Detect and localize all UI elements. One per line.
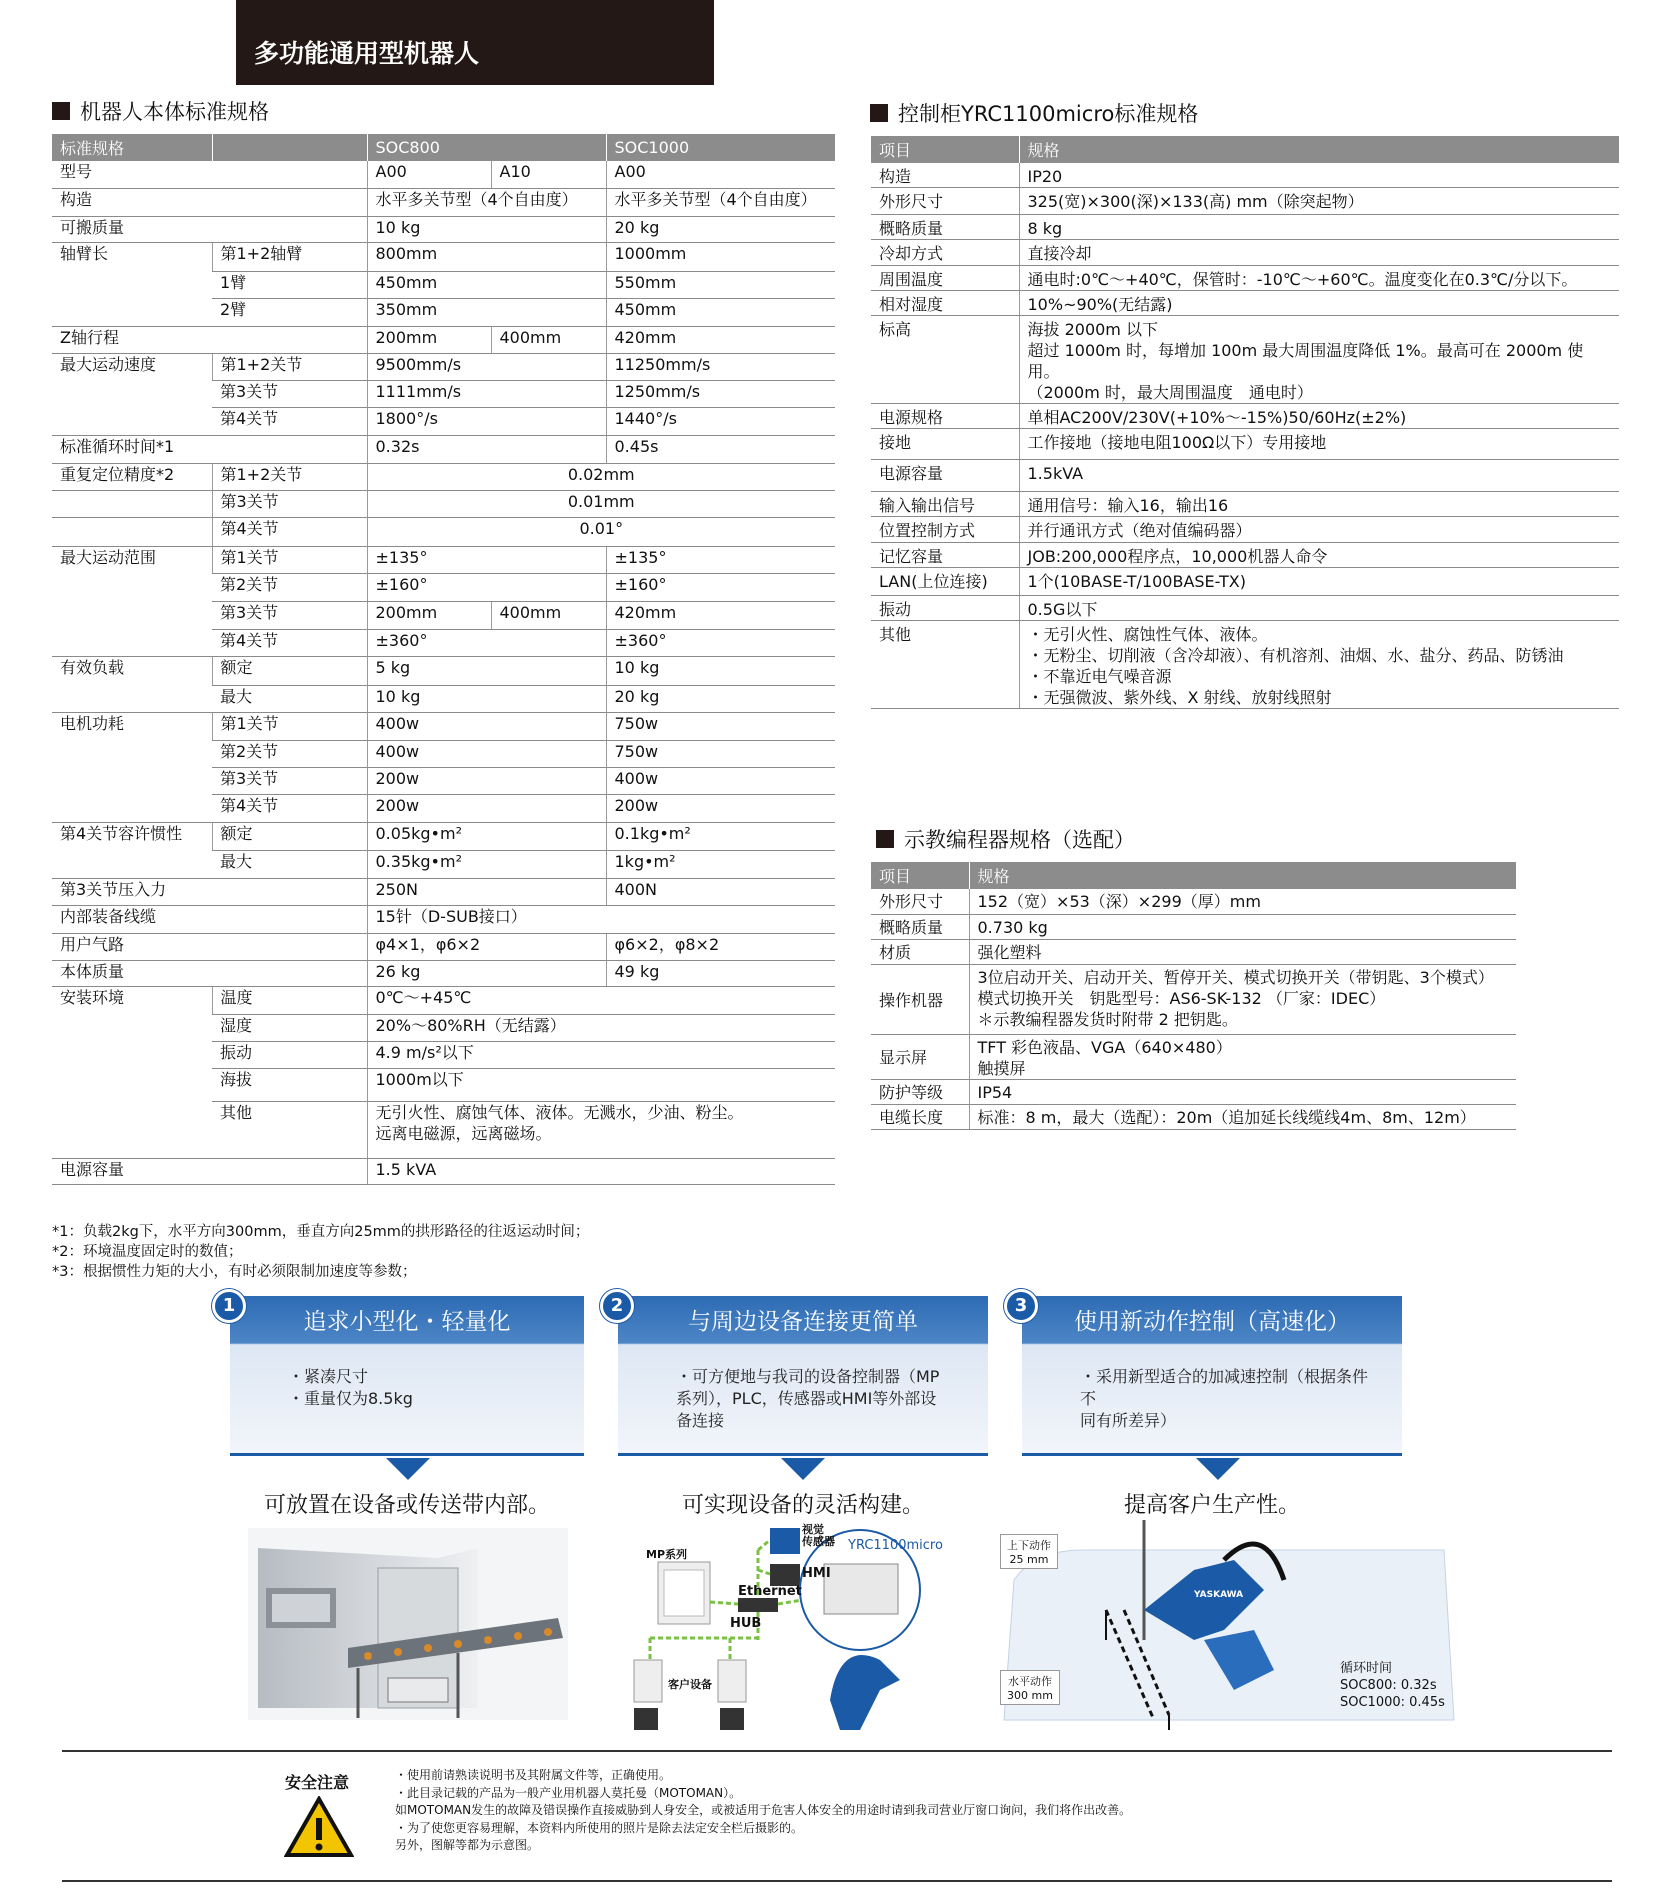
table-cell: 单相AC200V/230V(+10%～-15%)50/60Hz(±2%) — [1019, 404, 1619, 429]
table-cell: 450mm — [606, 298, 835, 326]
table-row — [52, 517, 835, 546]
table-cell: 200mm — [367, 326, 491, 353]
table-row — [52, 933, 835, 960]
table-cell: 无引火性、腐蚀气体、液体。无溅水，少油、粉尘。 远离电磁源，远离磁场。 — [367, 1101, 835, 1158]
table-cell: 有效负载 — [52, 656, 212, 712]
table-cell: 电源容量 — [871, 460, 1019, 492]
feature-caption-3: 提高客户生产性。 — [1123, 1493, 1300, 1518]
table-row — [871, 291, 1619, 316]
square-bullet-icon — [876, 830, 894, 848]
label-cycle-time: 循环时间 SOC800: 0.32s SOC1000: 0.45s — [1340, 1661, 1445, 1710]
table-cell: 0.35kg•m² — [367, 850, 606, 878]
table-cell: 10%~90%(无结露) — [1019, 291, 1619, 316]
table-cell: 相对湿度 — [871, 291, 1019, 316]
table-row — [871, 596, 1619, 621]
robot-header-soc1000: SOC1000 — [606, 134, 835, 161]
feature-title: 追求小型化・轻量化 — [303, 1309, 511, 1335]
footnote: *1：负载2kg下，水平方向300mm，垂直方向25mm的拱形路径的往返运动时间； — [52, 1224, 590, 1240]
table-cell: 0.05kg•m² — [367, 822, 606, 850]
table-cell: 49 kg — [606, 960, 835, 986]
table-cell: JOB:200,000程序点，10,000机器人命令 — [1019, 543, 1619, 568]
table-cell: φ6×2，φ8×2 — [606, 933, 835, 960]
table-cell: 标准循环时间*1 — [52, 435, 367, 463]
safety-text: ・使用前请熟读说明书及其附属文件等，正确使用。 ・此目录记载的产品为一般产业用机器人莫托曼（MOTOMAN）。 如MOTOMAN发生的故障及错误操作直接威胁到人身安全，或被适用于危害人体安全的用途时请到我司营业厅窗口询问，我们将作出改善。 ・为了使您更容易理解，本资料内所使用的照片是除去法定安全栏后摄影的。 另外，图解等都为示意图。 — [395, 1768, 1132, 1852]
table-cell: 标准：8 m，最大（选配）：20m（追加延长线缆线4m、8m、12m） — [969, 1104, 1516, 1129]
table-cell: 第2关节 — [212, 573, 367, 601]
label-customer-device: 客户设备 — [668, 1678, 712, 1691]
controller-spec-table — [871, 136, 1619, 709]
table-cell: 振动 — [871, 596, 1019, 621]
table-cell: 第1+2关节 — [212, 463, 367, 490]
feature-card-1 — [230, 1296, 584, 1456]
table-cell: 0.01° — [367, 517, 835, 546]
table-cell: 5 kg — [367, 656, 606, 685]
footnote: *3：根据惯性力矩的大小，有时必须限制加速度等参数； — [52, 1264, 417, 1280]
table-cell: 第3关节 — [212, 490, 367, 517]
table-cell: 第4关节 — [212, 407, 367, 435]
table-cell: 最大 — [212, 850, 367, 878]
table-cell: 325(宽)×300(深)×133(高) mm（除突起物） — [1019, 188, 1619, 215]
table-row — [52, 1158, 835, 1184]
table-cell: 550mm — [606, 271, 835, 298]
table-cell: ±135° — [367, 546, 606, 573]
table-cell: IP20 — [1019, 163, 1619, 188]
table-cell: LAN(上位连接) — [871, 568, 1019, 596]
table-row — [871, 429, 1619, 460]
table-cell: 0.1kg•m² — [606, 822, 835, 850]
table-cell: 10 kg — [606, 656, 835, 685]
safety-top-rule — [62, 1750, 1612, 1752]
table-cell: 其他 — [212, 1101, 367, 1158]
table-cell: 湿度 — [212, 1014, 367, 1041]
table-cell: 并行通讯方式（绝对值编码器） — [1019, 517, 1619, 543]
table-row — [52, 326, 835, 353]
table-cell: 400w — [367, 712, 606, 740]
label-controller: YRC1100micro — [848, 1538, 943, 1553]
table-cell: 电缆长度 — [871, 1104, 969, 1129]
table-cell: 3位启动开关、启动开关、暂停开关、模式切换开关（带钥匙、3个模式） 模式切换开关 钥匙型号：AS6-SK-132 （厂家：IDEC） ＊示教编程器发货时附带 2 把钥匙。 — [969, 964, 1516, 1034]
pendant-header-spec: 规格 — [969, 862, 1516, 889]
table-row — [871, 517, 1619, 543]
table-cell: 1111mm/s — [367, 380, 606, 407]
square-bullet-icon — [52, 102, 70, 120]
table-cell: Z轴行程 — [52, 326, 367, 353]
table-cell: 电机功耗 — [52, 712, 212, 822]
controller-section-title: 控制柜YRC1100micro标准规格 — [870, 98, 1198, 128]
table-cell: 防护等级 — [871, 1079, 969, 1104]
table-cell: 记忆容量 — [871, 543, 1019, 568]
feature-caption-2: 可实现设备的灵活构建。 — [681, 1493, 924, 1518]
table-row — [871, 460, 1619, 492]
pendant-header-item: 项目 — [871, 862, 969, 889]
table-row — [52, 216, 835, 242]
label-horizontal-motion: 水平动作 300 mm — [1000, 1670, 1060, 1705]
table-row — [52, 905, 835, 933]
table-cell: 400w — [367, 740, 606, 767]
robot-section-title: 机器人本体标准规格 — [52, 96, 269, 126]
table-cell: 750w — [606, 712, 835, 740]
table-cell: A00 — [606, 161, 835, 188]
feature-card-2 — [618, 1296, 988, 1456]
table-row — [52, 353, 835, 380]
table-row — [52, 960, 835, 986]
table-row — [871, 568, 1619, 596]
table-cell: 4.9 m/s²以下 — [367, 1041, 835, 1068]
table-row — [871, 1104, 1516, 1129]
table-cell: 0.01mm — [367, 490, 835, 517]
table-cell: 最大运动速度 — [52, 353, 212, 435]
table-row — [871, 939, 1516, 964]
table-row — [871, 163, 1619, 188]
table-row — [871, 889, 1516, 914]
table-row — [871, 492, 1619, 517]
pendant-spec-table — [871, 862, 1516, 1130]
table-cell: 200w — [367, 767, 606, 794]
table-cell: 第4关节 — [212, 517, 367, 546]
table-cell: 电源规格 — [871, 404, 1019, 429]
table-cell: 0.32s — [367, 435, 606, 463]
table-cell: 第4关节容许惯性 — [52, 822, 212, 878]
table-cell: 接地 — [871, 429, 1019, 460]
table-cell: TFT 彩色液晶、VGA（640×480） 触摸屏 — [969, 1034, 1516, 1079]
table-cell: 0℃～+45℃ — [367, 986, 835, 1014]
feature-number-3: 3 — [1004, 1289, 1038, 1323]
label-ethernet: Ethernet — [738, 1584, 802, 1599]
table-cell: 构造 — [52, 188, 367, 216]
feature-caption-1: 可放置在设备或传送带内部。 — [263, 1493, 550, 1518]
table-cell: 20 kg — [606, 216, 835, 242]
table-cell: φ4×1，φ6×2 — [367, 933, 606, 960]
table-cell: 最大 — [212, 685, 367, 712]
table-cell: IP54 — [969, 1079, 1516, 1104]
table-cell: 外形尺寸 — [871, 889, 969, 914]
table-cell: 26 kg — [367, 960, 606, 986]
conveyor-illustration — [248, 1528, 568, 1720]
table-cell: 0.02mm — [367, 463, 835, 490]
table-cell: ±135° — [606, 546, 835, 573]
table-cell: 1000m以下 — [367, 1068, 835, 1101]
robot-header-spec: 标准规格 — [52, 134, 212, 161]
table-cell: 第1+2轴臂 — [212, 242, 367, 271]
table-cell: 20%～80%RH（无结露） — [367, 1014, 835, 1041]
table-cell: 本体质量 — [52, 960, 367, 986]
table-row — [871, 240, 1619, 266]
warning-icon — [284, 1796, 354, 1858]
table-cell: 1440°/s — [606, 407, 835, 435]
robot-spec-table — [52, 134, 835, 1185]
ctrl-header-item: 项目 — [871, 136, 1019, 163]
down-arrow-icon — [386, 1458, 430, 1480]
table-cell: 420mm — [606, 326, 835, 353]
table-row — [52, 986, 835, 1014]
table-cell: 1.5 kVA — [367, 1158, 835, 1184]
table-row — [871, 964, 1516, 1034]
table-cell: 振动 — [212, 1041, 367, 1068]
table-cell: 152（宽）×53（深）×299（厚）mm — [969, 889, 1516, 914]
table-row — [871, 1079, 1516, 1104]
table-cell — [52, 517, 212, 546]
table-row — [871, 188, 1619, 215]
table-cell: 1kg•m² — [606, 850, 835, 878]
table-row — [52, 878, 835, 905]
label-brand: YASKAWA — [1194, 1590, 1244, 1600]
feature-number-1: 1 — [212, 1289, 246, 1323]
label-vertical-motion: 上下动作 25 mm — [1000, 1534, 1058, 1569]
table-cell: 400mm — [491, 326, 606, 353]
feature-title: 使用新动作控制（高速化） — [1074, 1309, 1350, 1335]
table-cell: 15针（D-SUB接口） — [367, 905, 835, 933]
table-cell: 420mm — [606, 601, 835, 629]
table-cell: 概略质量 — [871, 914, 969, 939]
table-cell: 第3关节压入力 — [52, 878, 367, 905]
table-cell: 标高 — [871, 316, 1019, 404]
table-cell: 轴臂长 — [52, 242, 212, 326]
table-cell: 强化塑料 — [969, 939, 1516, 964]
table-cell: 额定 — [212, 822, 367, 850]
table-cell: 第4关节 — [212, 629, 367, 656]
table-cell: 安装环境 — [52, 986, 212, 1158]
table-cell: 450mm — [367, 271, 606, 298]
label-vision-sensor: 视觉 传感器 — [802, 1523, 835, 1548]
safety-title: 安全注意 — [285, 1773, 350, 1792]
down-arrow-icon — [1196, 1458, 1240, 1480]
table-row — [52, 463, 835, 490]
table-cell: ・无引火性、腐蚀性气体、液体。 ・无粉尘、切削液（含冷却液）、有机溶剂、油烟、水、盐分、药品、防锈油 ・不靠近电气噪音源 ・无强微波、紫外线、X 射线、放射线照射 — [1019, 621, 1619, 709]
table-cell: ±160° — [606, 573, 835, 601]
feature-body: ・采用新型适合的加减速控制（根据条件不 同有所差异） — [1080, 1367, 1369, 1430]
table-cell: 通用信号：输入16，输出16 — [1019, 492, 1619, 517]
table-cell: 水平多关节型（4个自由度） — [367, 188, 606, 216]
table-cell: 显示屏 — [871, 1034, 969, 1079]
table-cell: 构造 — [871, 163, 1019, 188]
table-cell: 1个(10BASE-T/100BASE-TX) — [1019, 568, 1619, 596]
table-cell: 其他 — [871, 621, 1019, 709]
label-hmi: HMI — [802, 1566, 831, 1581]
table-cell: 第3关节 — [212, 601, 367, 629]
table-row — [871, 914, 1516, 939]
table-cell — [52, 490, 212, 517]
page-banner: 多功能通用型机器人 — [236, 0, 714, 85]
table-cell: 0.45s — [606, 435, 835, 463]
table-cell: 1800°/s — [367, 407, 606, 435]
table-cell: 第1+2关节 — [212, 353, 367, 380]
feature-card-3 — [1022, 1296, 1402, 1456]
label-mp-series: MP系列 — [646, 1548, 688, 1561]
feature-body: ・可方便地与我司的设备控制器（MP 系列），PLC，传感器或HMI等外部设 备连接 — [676, 1367, 940, 1430]
table-cell: 海拔 — [212, 1068, 367, 1101]
table-cell: 材质 — [871, 939, 969, 964]
table-row — [871, 1034, 1516, 1079]
table-cell: 第1关节 — [212, 712, 367, 740]
table-row — [52, 242, 835, 271]
table-row — [52, 435, 835, 463]
footnotes — [52, 1222, 589, 1282]
table-cell: 9500mm/s — [367, 353, 606, 380]
feature-body: ・紧凑尺寸 ・重量仅为8.5kg — [288, 1367, 413, 1408]
ctrl-header-spec: 规格 — [1019, 136, 1619, 163]
table-cell: 350mm — [367, 298, 606, 326]
table-cell: ±360° — [367, 629, 606, 656]
table-cell: ±160° — [367, 573, 606, 601]
table-cell: 10 kg — [367, 685, 606, 712]
table-cell: A10 — [491, 161, 606, 188]
table-cell: 11250mm/s — [606, 353, 835, 380]
table-cell: 最大运动范围 — [52, 546, 212, 656]
table-cell: 10 kg — [367, 216, 606, 242]
table-cell: 温度 — [212, 986, 367, 1014]
safety-bottom-rule — [62, 1880, 1612, 1882]
table-row — [871, 543, 1619, 568]
table-cell: A00 — [367, 161, 491, 188]
table-cell: 水平多关节型（4个自由度） — [606, 188, 835, 216]
table-cell: 2臂 — [212, 298, 367, 326]
motion-diagram — [994, 1520, 1464, 1740]
table-cell: 800mm — [367, 242, 606, 271]
table-cell: 0.5G以下 — [1019, 596, 1619, 621]
table-cell: 750w — [606, 740, 835, 767]
table-row — [52, 188, 835, 216]
table-cell: 第1关节 — [212, 546, 367, 573]
footnote: *2：环境温度固定时的数值； — [52, 1244, 243, 1260]
table-row — [52, 656, 835, 685]
table-cell: 输入输出信号 — [871, 492, 1019, 517]
table-row — [871, 266, 1619, 291]
table-cell: 位置控制方式 — [871, 517, 1019, 543]
table-cell: 内部装备线缆 — [52, 905, 367, 933]
table-cell: 400N — [606, 878, 835, 905]
table-row — [52, 822, 835, 850]
table-cell: 用户气路 — [52, 933, 367, 960]
table-cell: 400w — [606, 767, 835, 794]
table-cell: 概略质量 — [871, 215, 1019, 240]
table-cell: 第4关节 — [212, 794, 367, 822]
table-cell: 200w — [606, 794, 835, 822]
table-row — [52, 712, 835, 740]
table-cell: 第3关节 — [212, 380, 367, 407]
table-cell: 电源容量 — [52, 1158, 367, 1184]
table-cell: 型号 — [52, 161, 367, 188]
network-diagram — [630, 1520, 980, 1740]
table-cell: 200mm — [367, 601, 491, 629]
table-cell: 400mm — [491, 601, 606, 629]
table-cell: 可搬质量 — [52, 216, 367, 242]
robot-header-soc800: SOC800 — [367, 134, 606, 161]
feature-title: 与周边设备连接更简单 — [688, 1309, 918, 1335]
label-hub: HUB — [730, 1616, 762, 1631]
table-row — [52, 546, 835, 573]
table-cell: 200w — [367, 794, 606, 822]
table-cell: 1000mm — [606, 242, 835, 271]
table-cell: 1250mm/s — [606, 380, 835, 407]
table-cell: 工作接地（接地电阻100Ω以下）专用接地 — [1019, 429, 1619, 460]
down-arrow-icon — [781, 1458, 825, 1480]
table-cell: 操作机器 — [871, 964, 969, 1034]
table-cell: 额定 — [212, 656, 367, 685]
table-cell: ±360° — [606, 629, 835, 656]
table-cell: 重复定位精度*2 — [52, 463, 212, 490]
table-cell: 1.5kVA — [1019, 460, 1619, 492]
square-bullet-icon — [870, 104, 888, 122]
table-cell: 第3关节 — [212, 767, 367, 794]
table-cell: 250N — [367, 878, 606, 905]
table-row — [52, 490, 835, 517]
table-cell: 8 kg — [1019, 215, 1619, 240]
pendant-section-title: 示教编程器规格（选配） — [876, 824, 1135, 854]
table-cell: 外形尺寸 — [871, 188, 1019, 215]
table-cell: 冷却方式 — [871, 240, 1019, 266]
table-cell: 直接冷却 — [1019, 240, 1619, 266]
table-cell: 通电时:0℃～+40℃，保管时：-10℃～+60℃。温度变化在0.3℃/分以下。 — [1019, 266, 1619, 291]
table-cell: 0.730 kg — [969, 914, 1516, 939]
table-row — [871, 316, 1619, 404]
table-row — [871, 215, 1619, 240]
feature-number-2: 2 — [600, 1289, 634, 1323]
table-row — [871, 404, 1619, 429]
table-cell: 海拔 2000m 以下 超过 1000m 时，每增加 100m 最大周围温度降低 1%。最高可在 2000m 使用。 （2000m 时，最大周围温度 通电时） — [1019, 316, 1619, 404]
table-row — [52, 161, 835, 188]
table-cell: 周围温度 — [871, 266, 1019, 291]
table-cell: 第2关节 — [212, 740, 367, 767]
table-cell: 1臂 — [212, 271, 367, 298]
table-cell: 20 kg — [606, 685, 835, 712]
table-row — [871, 621, 1619, 709]
